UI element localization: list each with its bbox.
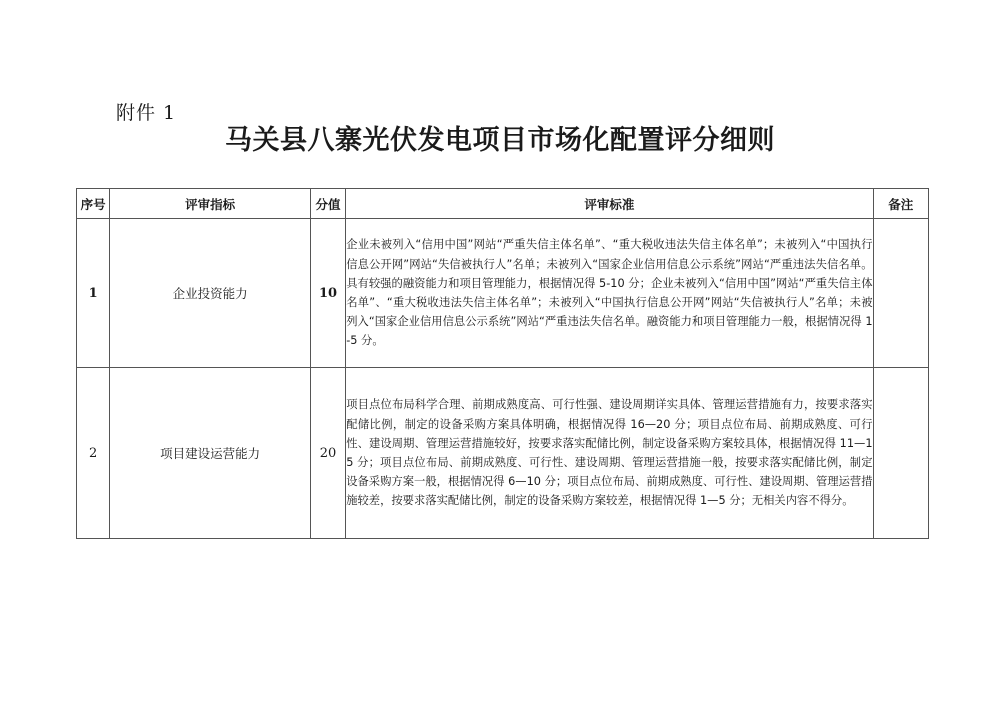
row-indicator: 项目建设运营能力 bbox=[110, 368, 311, 539]
header-standard: 评审标准 bbox=[346, 189, 873, 219]
row-standard: 项目点位布局科学合理、前期成熟度高、可行性强、建设周期详实具体、管理运营措施有力，按要求落实配储比例，制定的设备采购方案具体明确，根据情况得 16—20 分；项目点位布局、前期成熟度、可行性、建设周期、管理运营措施较好，按要求落实配储比例，制定设备采购方案较具体，根据情况得 11—15 分；项目点位布局、前期成熟度、可行性、建设周期、管理运营措施一般，按要求落实配储比例，制定设备采购方案一般，根据情况得 6—10 分；项目点位布局、前期成熟度、可行性、建设周期、管理运营措施较差，按要求落实配储比例，制定的设备采购方案较差，根据情况得 1—5 分；无相关内容不得分。 bbox=[346, 368, 873, 539]
row-score: 10 bbox=[310, 219, 345, 368]
row-standard: 企业未被列入“信用中国”网站“严重失信主体名单”、“重大税收违法失信主体名单”；未被列入“中国执行信息公开网”网站“失信被执行人”名单；未被列入“国家企业信用信息公示系统”网站“严重违法失信名单。具有较强的融资能力和项目管理能力，根据情况得 5-10 分；企业未被列入“信用中国”网站“严重失信主体名单”、“重大税收违法失信主体名单”；未被列入“中国执行信息公开网”网站“失信被执行人”名单；未被列入“国家企业信用信息公示系统”网站“严重违法失信名单。融资能力和项目管理能力一般，根据情况得 1-5 分。 bbox=[346, 219, 873, 368]
document-title: 马关县八寨光伏发电项目市场化配置评分细则 bbox=[225, 125, 775, 156]
attachment-label: 附件 1 bbox=[116, 102, 177, 124]
row-indicator: 企业投资能力 bbox=[110, 219, 311, 368]
row-score: 20 bbox=[310, 368, 345, 539]
header-note: 备注 bbox=[873, 189, 928, 219]
row-no: 2 bbox=[77, 368, 110, 539]
header-score: 分值 bbox=[310, 189, 345, 219]
header-indicator: 评审指标 bbox=[110, 189, 311, 219]
row-note bbox=[873, 368, 928, 539]
table-row bbox=[77, 368, 929, 539]
row-note bbox=[873, 219, 928, 368]
row-no: 1 bbox=[77, 219, 110, 368]
scoring-table bbox=[76, 188, 929, 539]
table-header-row bbox=[77, 189, 929, 219]
header-no: 序号 bbox=[77, 189, 110, 219]
table-row bbox=[77, 219, 929, 368]
